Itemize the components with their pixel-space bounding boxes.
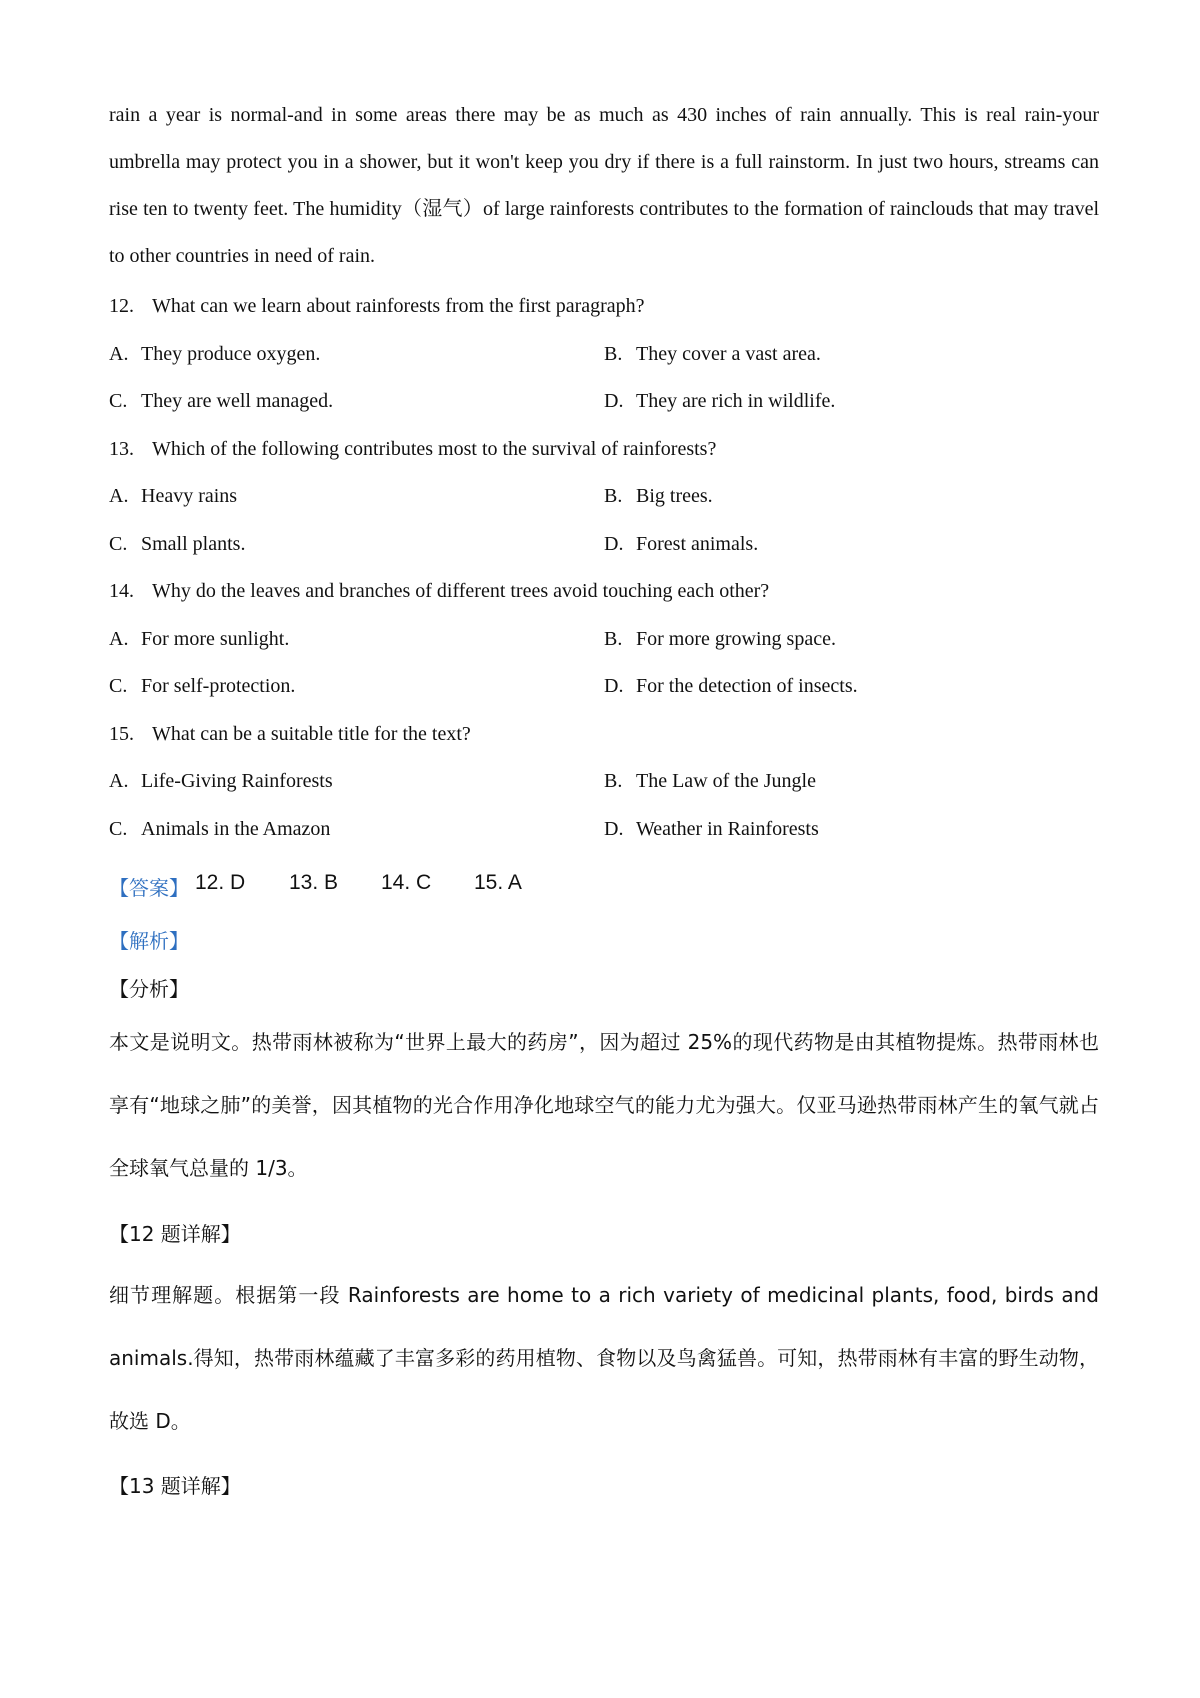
question-12 [109, 295, 645, 318]
option-b: B. For more growing space. [604, 628, 836, 650]
fenxi-label: 【分析】 [109, 977, 189, 1001]
passage-paragraph: rain a year is normal-and in some areas there may be as much as 430 inches of rain annually. This is real rain-your umbrella may protect you in a shower, but it won't keep you dry if there is a full rainstorm. In just two hours, streams can rise ten to twenty feet. The humidity（湿气）of large rainforests contributes to the formation of rainclouds that may travel to other countries in need of rain. [109, 104, 1099, 267]
q12-detail-paragraph: 细节理解题。根据第一段 Rainforests are home to a rich variety of medicinal plants, food, birds and animals.得知，热带雨林蕴藏了丰富多彩的药用植物、食物以及鸟禽猛兽。可知，热带雨林有丰富的野生动物，故选 D。 [109, 1283, 1099, 1433]
option-a: A. For more sunlight. [109, 628, 290, 650]
question-stem: What can be a suitable title for the text? [152, 723, 471, 745]
option-d: D. Forest animals. [604, 533, 759, 555]
answer-item: 12. D [195, 871, 246, 894]
option-d: D. For the detection of insects. [604, 675, 858, 697]
option-a: A. They produce oxygen. [109, 343, 321, 365]
question-number: 15. [109, 723, 134, 745]
answer-item: 14. C [381, 871, 432, 894]
option-c: C. They are well managed. [109, 390, 334, 412]
analysis-label: 【解析】 [109, 929, 189, 953]
option-b: B. Big trees. [604, 485, 713, 507]
fenxi-paragraph: 本文是说明文。热带雨林被称为“世界上最大的药房”，因为超过 25%的现代药物是由其植物提炼。热带雨林也享有“地球之肺”的美誉，因其植物的光合作用净化地球空气的能力尤为强大。仅亚马逊热带雨林产生的氧气就占全球氧气总量的 1/3。 [109, 1030, 1099, 1180]
question-number: 12. [109, 295, 134, 317]
answer-item: 15. A [474, 871, 522, 894]
question-15 [109, 723, 471, 746]
option-c: C. Small plants. [109, 533, 246, 555]
option-a: A. Heavy rains [109, 485, 238, 507]
answer-label: 【答案】 [109, 876, 189, 900]
option-a: A. Life-Giving Rainforests [109, 770, 333, 792]
question-number: 13. [109, 438, 134, 460]
option-d: D. They are rich in wildlife. [604, 390, 836, 412]
q12-detail-label: 【12 题详解】 [109, 1222, 241, 1246]
question-stem: Why do the leaves and branches of different trees avoid touching each other? [152, 580, 770, 602]
question-14 [109, 580, 769, 603]
answer-item: 13. B [289, 871, 339, 894]
option-d: D. Weather in Rainforests [604, 818, 819, 840]
option-b: B. The Law of the Jungle [604, 770, 816, 792]
question-stem: Which of the following contributes most to the survival of rainforests? [152, 438, 717, 460]
option-b: B. They cover a vast area. [604, 343, 821, 365]
question-stem: What can we learn about rainforests from the first paragraph? [152, 295, 645, 317]
q13-detail-label: 【13 题详解】 [109, 1474, 241, 1498]
question-number: 14. [109, 580, 134, 602]
question-13 [109, 438, 716, 461]
option-c: C. For self-protection. [109, 675, 296, 697]
option-c: C. Animals in the Amazon [109, 818, 331, 840]
